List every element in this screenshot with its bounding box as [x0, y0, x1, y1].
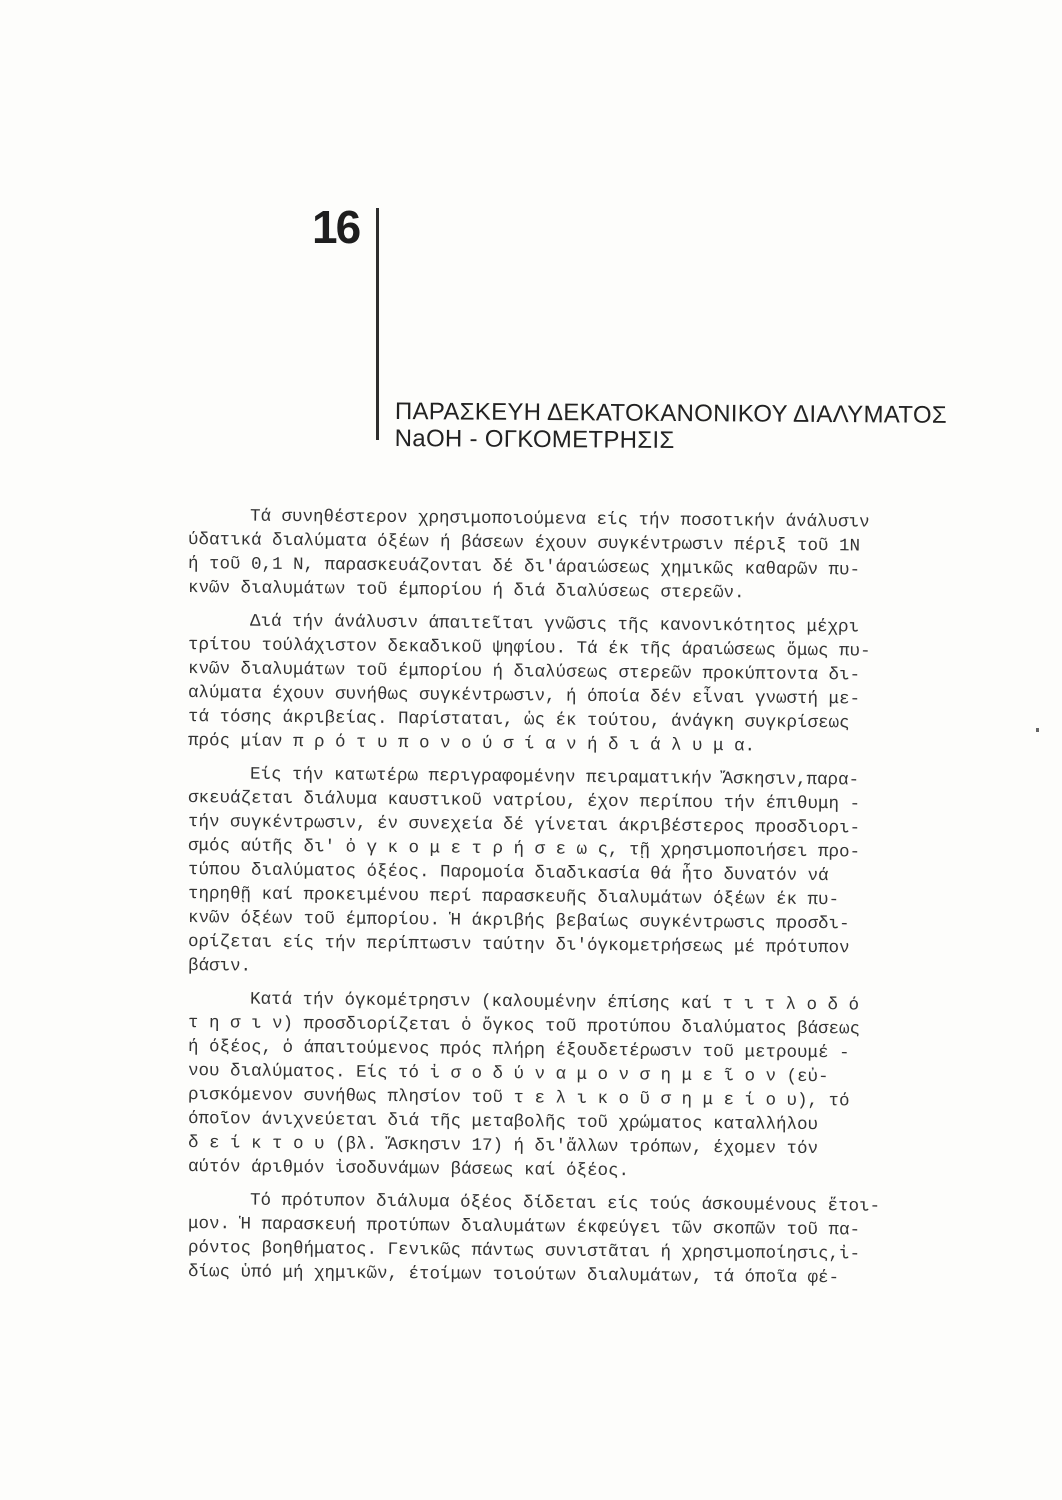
text-line: τύπου διαλύματος όξέος. Παρομοία διαδικασία θά ἦτο δυνατόν νά [187, 860, 829, 887]
body-text [187, 504, 1018, 1289]
paragraph [187, 609, 1018, 757]
text-line: όποῖον άνιχνεύεται διά τῆς μεταβολῆς τοῦ χρώματος καταλλήλου [187, 1109, 819, 1136]
text-line: κνῶν όξέων τοῦ έμπορίου. Ἡ άκριβής βεβαίως συγκέντρωσις προσδι- [187, 908, 850, 935]
text-line: κνῶν διαλυμάτων τοῦ έμπορίου ή διά διαλύσεως στερεῶν. [187, 578, 745, 604]
text-line: τά τόσης άκριβείας. Παρίσταται, ὡς έκ τούτου, άνάγκη συγκρίσεως [187, 707, 850, 734]
text-line: τ η σ ι ν) προσδιορίζεται ὁ ὄγκος τοῦ προτύπου διαλύματος βάσεως [187, 1013, 861, 1040]
paragraph [188, 762, 1018, 978]
text-line: Διά τήν άνάλυσιν άπαιτεῖται γνῶσις τῆς κανονικότητος μέχρι [249, 611, 860, 638]
text-line: αύτόν άριθμόν ἰσοδυνάμων βάσεως καί όξέος. [187, 1157, 630, 1182]
text-line: ρισκόμενον συνήθως πλησίον τοῦ τ ε λ ι κ ο ῦ σ η μ ε ί ο υ), τό [187, 1085, 850, 1112]
text-line: βάσιν. [187, 956, 252, 977]
text-line: ή τοῦ 0,1 N, παρασκευάζονται δέ δι'άραιώσεως χημικῶς καθαρῶν πυ- [187, 554, 861, 581]
chapter-number: 16 [312, 201, 360, 253]
chapter-rule [376, 208, 379, 440]
text-line: πρός μίαν π ρ ό τ υ π ο ν ο ύ σ ί α ν ή δ ι ά λ υ μ α. [187, 731, 756, 757]
text-line: Είς τήν κατωτέρω περιγραφομένην πειραματικήν Ἄσκησιν,παρα- [249, 764, 860, 791]
paragraph [187, 987, 1018, 1182]
chapter-title [395, 398, 947, 456]
text-line: ή όξέος, ὁ άπαιτούμενος πρός πλήρη έξουδετέρωσιν τοῦ μετρουμέ - [187, 1037, 850, 1064]
text-line: Τά συνηθέστερον χρησιμοποιούμενα είς τήν ποσοτικήν άνάλυσιν [249, 506, 870, 533]
text-line: σμός αύτῆς δι' ὀ γ κ ο μ ε τ ρ ή σ ε ω ς, τῇ χρησιμοποιήσει προ- [187, 836, 861, 863]
text-line: ρόντος βοηθήματος. Γενικῶς πάντως συνιστᾶται ή χρησιμοποίησις,ἰ- [187, 1238, 861, 1265]
text-line: τρίτου τούλάχιστον δεκαδικοῦ ψηφίου. Τά έκ τῆς άραιώσεως ὅμως πυ- [187, 635, 871, 662]
text-line: Τό πρότυπον διάλυμα όξέος δίδεται είς τούς άσκουμένους ἕτοι- [249, 1190, 881, 1217]
text-line: Κατά τήν όγκομέτρησιν (καλουμένην έπίσης καί τ ι τ λ ο δ ό [249, 989, 860, 1016]
text-line: αλύματα έχουν συνήθως συγκέντρωσιν, ή όποία δέν εἶναι γνωστή με- [187, 683, 861, 710]
text-line: δίως ὑπό μή χημικῶν, έτοίμων τοιούτων διαλυμάτων, τά όποῖα φέ- [187, 1262, 840, 1289]
text-line: δ ε ί κ τ ο υ (βλ. Ἄσκησιν 17) ή δι'ἄλλων τρόπων, έχομεν τόν [187, 1133, 819, 1160]
text-line: νου διαλύματος. Είς τό ἰ σ ο δ ύ ν α μ ο ν σ η μ ε ῖ ο ν (εὐ- [187, 1061, 829, 1088]
text-line: τήν συγκέντρωσιν, έν συνεχεία δέ γίνεται άκριβέστερος προσδιορι- [187, 812, 861, 839]
text-line: σκευάζεται διάλυμα καυστικοῦ νατρίου, έχον περίπου τήν έπιθυμη - [187, 788, 861, 815]
text-line: τηρηθῇ καί προκειμένου περί παρασκευῆς διαλυμάτων όξέων έκ πυ- [187, 884, 840, 911]
text-line: ύδατικά διαλύματα όξέων ή βάσεων έχουν συγκέντρωσιν πέριξ τοῦ 1N [187, 530, 861, 557]
chapter-title-line: NaOH - ΟΓΚΟΜΕΤΡΗΣΙΣ [394, 424, 675, 454]
paragraph [187, 1188, 1018, 1289]
text-line: κνῶν διαλυμάτων τοῦ έμπορίου ή διαλύσεως στερεῶν προκύπτοντα δι- [187, 659, 861, 686]
text-line: μον. Ἡ παρασκευή προτύπων διαλυμάτων έκφεύγει τῶν σκοπῶν τοῦ πα- [187, 1214, 861, 1241]
chapter-title-line: ΠΑΡΑΣΚΕΥΗ ΔΕΚΑΤΟΚΑΝΟΝΙΚΟΥ ΔΙΑΛΥΜΑΤΟΣ [394, 398, 948, 429]
paragraph [187, 504, 1018, 604]
text-line: ορίζεται είς τήν περίπτωσιν ταύτην δι'όγκομετρήσεως μέ πρότυπον [187, 932, 850, 959]
margin-speck [1036, 728, 1039, 732]
